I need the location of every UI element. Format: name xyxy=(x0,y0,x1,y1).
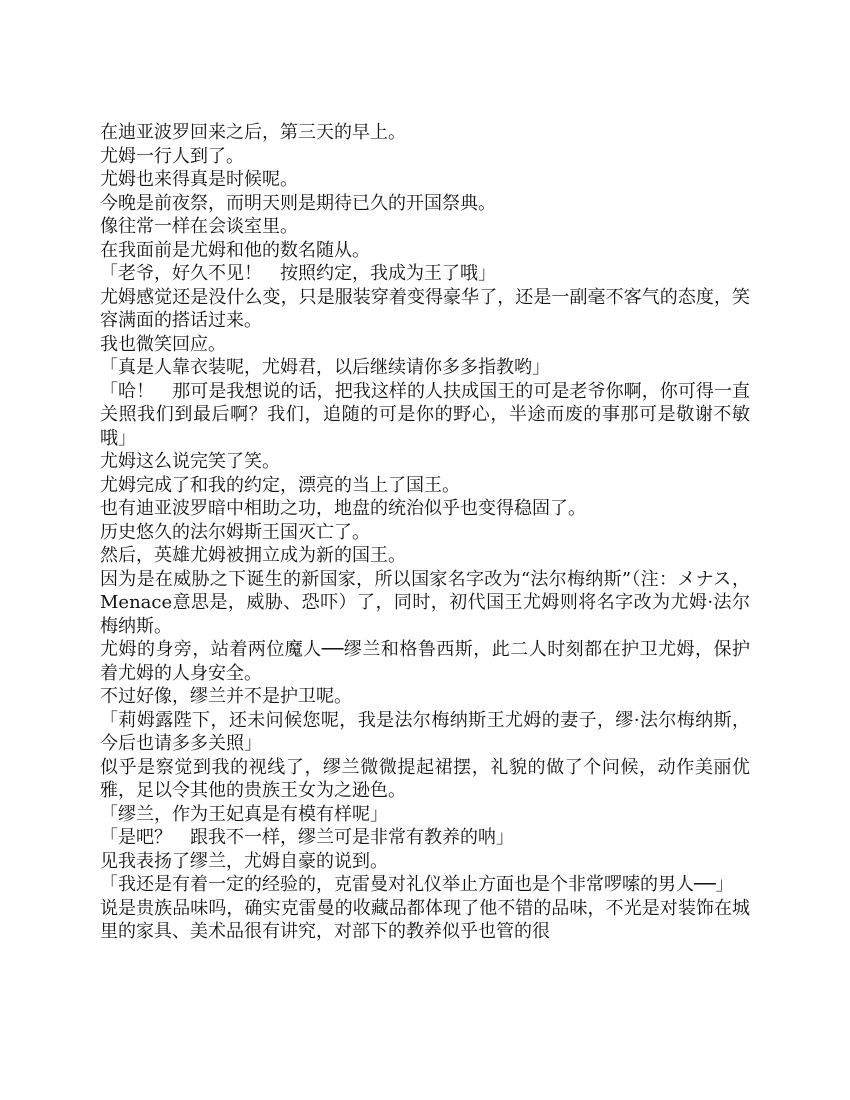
paragraph: 也有迪亚波罗暗中相助之功，地盘的统治似乎也变得稳固了。 xyxy=(100,498,586,519)
paragraph: 尤姆也来得真是时候呢。 xyxy=(100,169,298,190)
paragraph: 尤姆一行人到了。 xyxy=(100,145,244,167)
paragraph: 像往常一样在会谈室里。 xyxy=(100,216,298,237)
paragraph: 历史悠久的法尔姆斯王国灭亡了。 xyxy=(100,521,370,543)
document-page xyxy=(100,121,750,944)
dialogue-paragraph: 「是吧？ 跟我不一样，缪兰可是非常有教养的呐」 xyxy=(100,827,514,848)
paragraph: 我也微笑回应。 xyxy=(100,333,226,355)
paragraph: 不过好像，缪兰并不是护卫呢。 xyxy=(100,686,352,707)
paragraph: 说是贵族品味吗，确实克雷曼的收藏品都体现了他不错的品味，不光是对装饰在城里的家具、美术品很有讲究，对部下的教养似乎也管的很 xyxy=(100,897,750,942)
paragraph: 似乎是察觉到我的视线了，缪兰微微提起裙摆，礼貌的做了个问候，动作美丽优雅，足以令其他的贵族王女为之逊色。 xyxy=(100,756,750,801)
dialogue-paragraph: 「莉姆露陛下，还未问候您呢，我是法尔梅纳斯王尤姆的妻子，缪·法尔梅纳斯，今后也请多多关照」 xyxy=(100,709,750,754)
dialogue-paragraph: 「我还是有着一定的经验的，克雷曼对礼仪举止方面也是个非常啰嗦的男人──」 xyxy=(100,874,734,895)
dialogue-paragraph: 「老爷，好久不见！ 按照约定，我成为王了哦」 xyxy=(100,263,496,284)
paragraph: 尤姆完成了和我的约定，漂亮的当上了国王。 xyxy=(100,474,460,496)
dialogue-paragraph: 「真是人靠衣装呢，尤姆君，以后继续请你多多指教哟」 xyxy=(100,357,550,378)
paragraph: 尤姆感觉还是没什么变，只是服装穿着变得豪华了，还是一副毫不客气的态度，笑容满面的搭话过来。 xyxy=(100,286,750,331)
paragraph: 今晚是前夜祭，而明天则是期待已久的开国祭典。 xyxy=(100,192,496,214)
paragraph: 然后，英雄尤姆被拥立成为新的国王。 xyxy=(100,545,406,566)
paragraph: 尤姆的身旁，站着两位魔人──缪兰和格鲁西斯，此二人时刻都在护卫尤姆，保护着尤姆的人身安全。 xyxy=(100,639,750,684)
dialogue-paragraph: 「缪兰，作为王妃真是有模有样呢」 xyxy=(100,803,388,825)
paragraph: 因为是在威胁之下诞生的新国家，所以国家名字改为“法尔梅纳斯”（注：メナス，Menace意思是，威胁、恐吓）了，同时，初代国王尤姆则将名字改为尤姆·法尔梅纳斯。 xyxy=(100,568,750,637)
paragraph: 尤姆这么说完笑了笑。 xyxy=(100,451,280,472)
paragraph: 见我表扬了缪兰，尤姆自豪的说到。 xyxy=(100,850,388,872)
paragraph: 在我面前是尤姆和他的数名随从。 xyxy=(100,239,370,261)
dialogue-paragraph: 「哈！ 那可是我想说的话，把我这样的人扶成国王的可是老爷你啊，你可得一直关照我们到最后啊？我们，追随的可是你的野心，半途而废的事那可是敬谢不敏哦」 xyxy=(100,380,750,449)
paragraph: 在迪亚波罗回来之后，第三天的早上。 xyxy=(100,122,406,143)
